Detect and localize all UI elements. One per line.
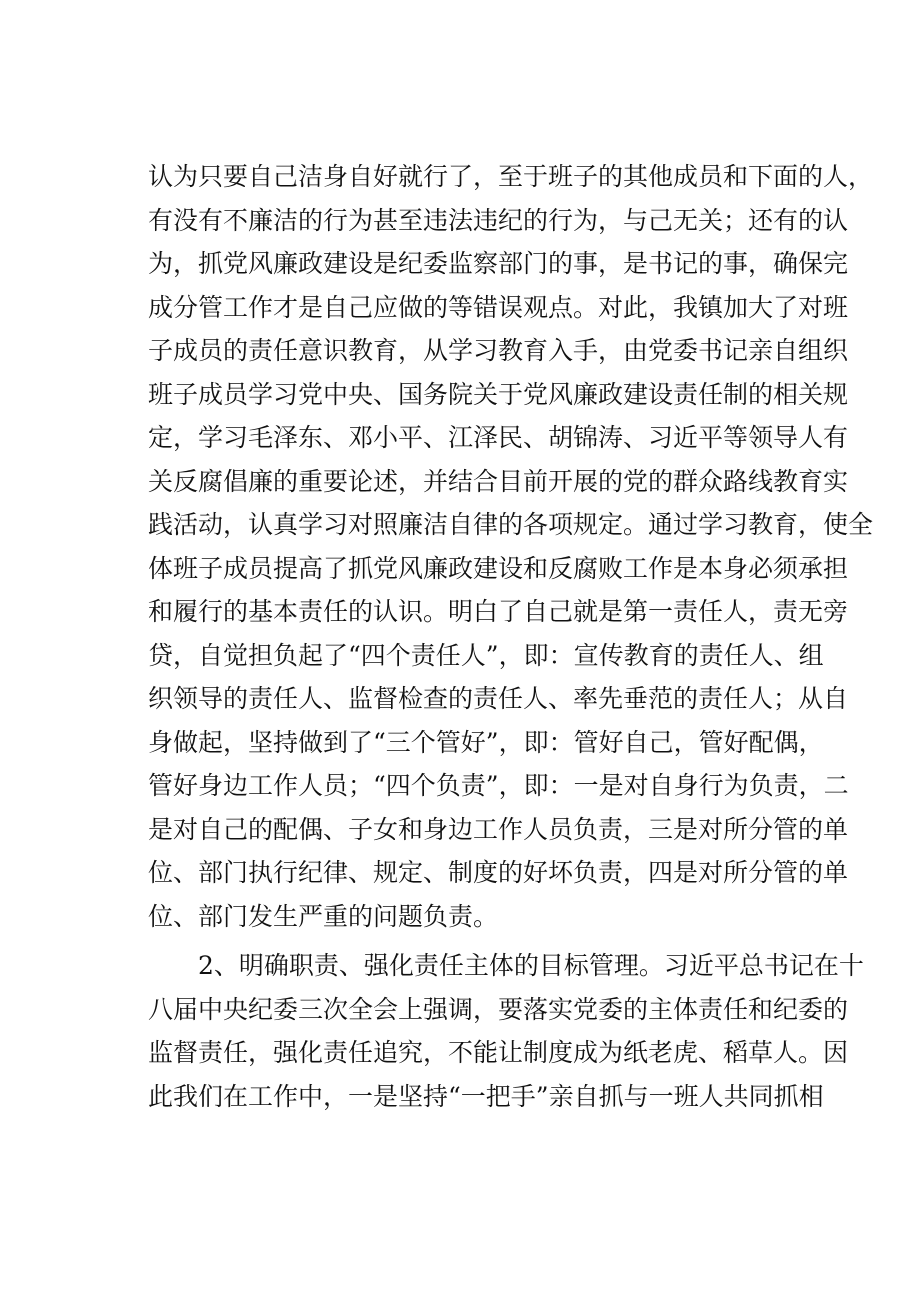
- text-line: 管好身边工作人员；“四个负责”，即：一是对自身行为负责，二: [148, 771, 849, 800]
- text-line: 2、明确职责、强化责任主体的目标管理。习近平总书记在十: [198, 951, 864, 980]
- text-line: 身做起，坚持做到了“三个管好”，即：管好自己，管好配偶，: [148, 727, 824, 757]
- paragraph-2: [148, 944, 864, 1118]
- text-line: 位、部门执行纪律、规定、制度的好坏负责，四是对所分管的单: [148, 858, 849, 887]
- text-line: 此我们在工作中，一是坚持“一把手”亲自抓与一班人共同抓相: [148, 1081, 824, 1111]
- text-line: 定，学习毛泽东、邓小平、江泽民、胡锦涛、习近平等领导人有: [148, 423, 849, 452]
- text-line: 贷，自觉担负起了“四个责任人”，即：宣传教育的责任人、组: [148, 640, 824, 670]
- text-line: 监督责任，强化责任追究，不能让制度成为纸老虎、稻草人。因: [148, 1038, 849, 1067]
- document-body: [148, 155, 874, 1118]
- text-line: 有没有不廉洁的行为甚至违法违纪的行为，与己无关；还有的认: [148, 205, 849, 235]
- text-line: 体班子成员提高了抓党风廉政建设和反腐败工作是本身必须承担: [148, 553, 849, 583]
- text-line: 为，抓党风廉政建设是纪委监察部门的事，是书记的事，确保完: [148, 249, 849, 278]
- text-line: 践活动，认真学习对照廉洁自律的各项规定。通过学习教育，使全: [148, 510, 874, 539]
- text-line: 织领导的责任人、监督检查的责任人、率先垂范的责任人；从自: [148, 684, 849, 713]
- paragraph-1: [148, 155, 874, 938]
- text-line: 成分管工作才是自己应做的等错误观点。对此，我镇加大了对班: [148, 292, 849, 322]
- text-line: 子成员的责任意识教育，从学习教育入手，由党委书记亲自组织: [148, 336, 849, 365]
- text-line: 关反腐倡廉的重要论述，并结合目前开展的党的群众路线教育实: [148, 466, 849, 496]
- text-line: 认为只要自己洁身自好就行了，至于班子的其他成员和下面的人，: [148, 162, 874, 191]
- text-line: 班子成员学习党中央、国务院关于党风廉政建设责任制的相关规: [148, 379, 849, 409]
- text-line: 和履行的基本责任的认识。明白了自己就是第一责任人，责无旁: [148, 597, 849, 626]
- text-line: 位、部门发生严重的问题负责。: [148, 901, 499, 931]
- text-line: 八届中央纪委三次全会上强调，要落实党委的主体责任和纪委的: [148, 994, 849, 1024]
- text-line: 是对自己的配偶、子女和身边工作人员负责，三是对所分管的单: [148, 814, 849, 844]
